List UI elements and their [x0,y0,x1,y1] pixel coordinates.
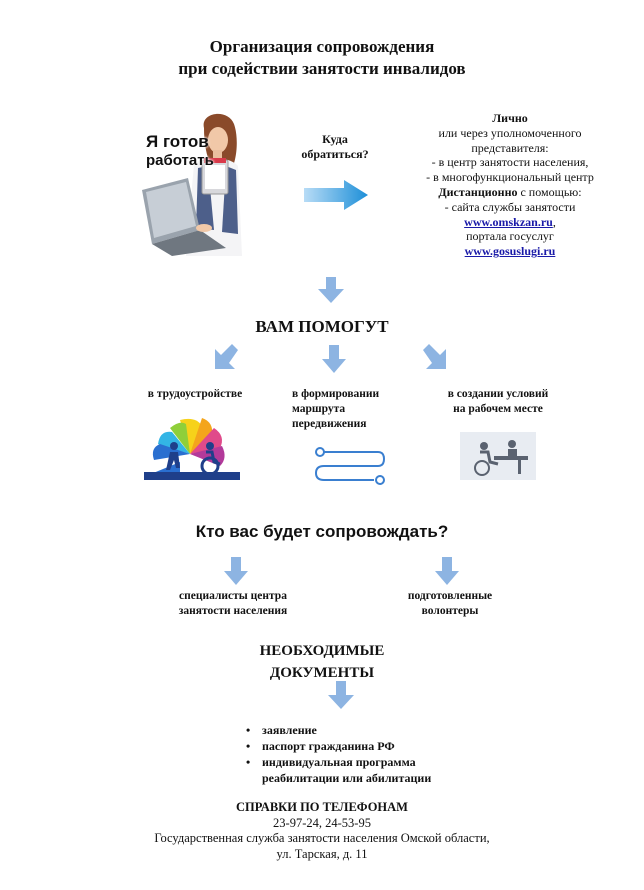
arrow-right-icon [302,178,370,212]
reference-block [0,800,644,862]
documents-heading [0,640,644,684]
remote-rest: с помощью: [517,184,582,199]
documents-list [246,722,506,786]
link1-suffix: , [552,214,556,229]
bullet-icon: • [246,723,251,737]
contact-line-4: - в многофункциональный центр [426,170,594,185]
arrow-down-right-icon [421,344,447,370]
conditions-line-2: на рабочем месте [453,403,543,415]
ready-to-work-caption [146,132,214,170]
title-line-1: Организация сопровождения [209,37,435,56]
link1-line [405,215,615,230]
help-route [292,387,412,432]
caption-line-1: Я готов [146,132,209,151]
remote-label: Дистанционно [438,184,518,199]
reference-address: ул. Тарская, д. 11 [276,846,368,861]
contact-line-1: или через уполномоченного [438,125,582,140]
where-line-2: обратиться? [301,147,369,161]
who-heading: Кто вас будет сопровождать? [195,522,449,541]
contact-line-2: представителя: [471,140,549,155]
employment-label: в трудоустройстве [147,388,243,400]
contact-heading: Лично [492,111,528,125]
arrow-down-specialists-icon [223,556,249,586]
volunteers-line-1: подготовленные [407,590,493,602]
help-employment [130,387,260,402]
document-program-line-1: индивидуальная программа [262,755,416,769]
contact-line-5: - сайта службы занятости [444,199,576,214]
documents-line-1: НЕОБХОДИМЫЕ [259,643,385,659]
help-heading: ВАМ ПОМОГУТ [255,317,389,336]
ready-to-work-image [142,110,242,256]
volunteers-label [380,589,520,619]
list-item [246,738,506,754]
accessibility-employment-icon [140,414,244,482]
route-line-2: маршрута [292,403,346,415]
reference-heading: СПРАВКИ ПО ТЕЛЕФОНАМ [236,800,408,814]
help-conditions [428,387,568,417]
specialists-line-1: специалисты центра [179,590,287,602]
document-program-line-2: реабилитации или абилитации [262,771,432,785]
title-line-2: при содействии занятости инвалидов [178,59,466,78]
arrow-down-left-icon [214,344,240,370]
workplace-wheelchair-icon [460,432,536,480]
specialists-line-2: занятости населения [178,605,288,617]
contact-info [405,111,615,259]
arrow-down-documents-icon [327,680,355,710]
reference-phones: 23-97-24, 24-53-95 [273,815,371,830]
route-line-3: передвижения [292,418,367,430]
conditions-line-1: в создании условий [447,388,549,400]
route-icon [312,444,388,488]
contact-remote-line [405,185,615,200]
caption-line-2: работать [146,152,214,169]
contact-line-6: портала госуслуг [466,229,554,244]
reference-organization: Государственная служба занятости населения Омской области, [154,831,490,845]
volunteers-line-2: волонтеры [421,605,479,617]
specialists-label [158,589,308,619]
page-title [0,36,644,80]
bullet-icon: • [246,755,251,769]
gosuslugi-link[interactable]: www.gosuslugi.ru [464,244,556,259]
list-item [246,754,506,786]
documents-line-2: ДОКУМЕНТЫ [269,665,375,681]
arrow-down-icon [317,276,345,304]
omskzan-link[interactable]: www.omskzan.ru [464,214,553,229]
arrow-down-center-icon [321,344,347,374]
where-line-1: Куда [322,132,348,146]
document-application: заявление [262,723,317,737]
route-line-1: в формировании [292,388,380,400]
document-passport: паспорт гражданина РФ [262,739,395,753]
bullet-icon: • [246,739,251,753]
contact-line-3: - в центр занятости населения, [431,155,589,170]
where-to-apply-label [285,132,385,162]
arrow-down-volunteers-icon [434,556,460,586]
list-item [246,722,506,738]
